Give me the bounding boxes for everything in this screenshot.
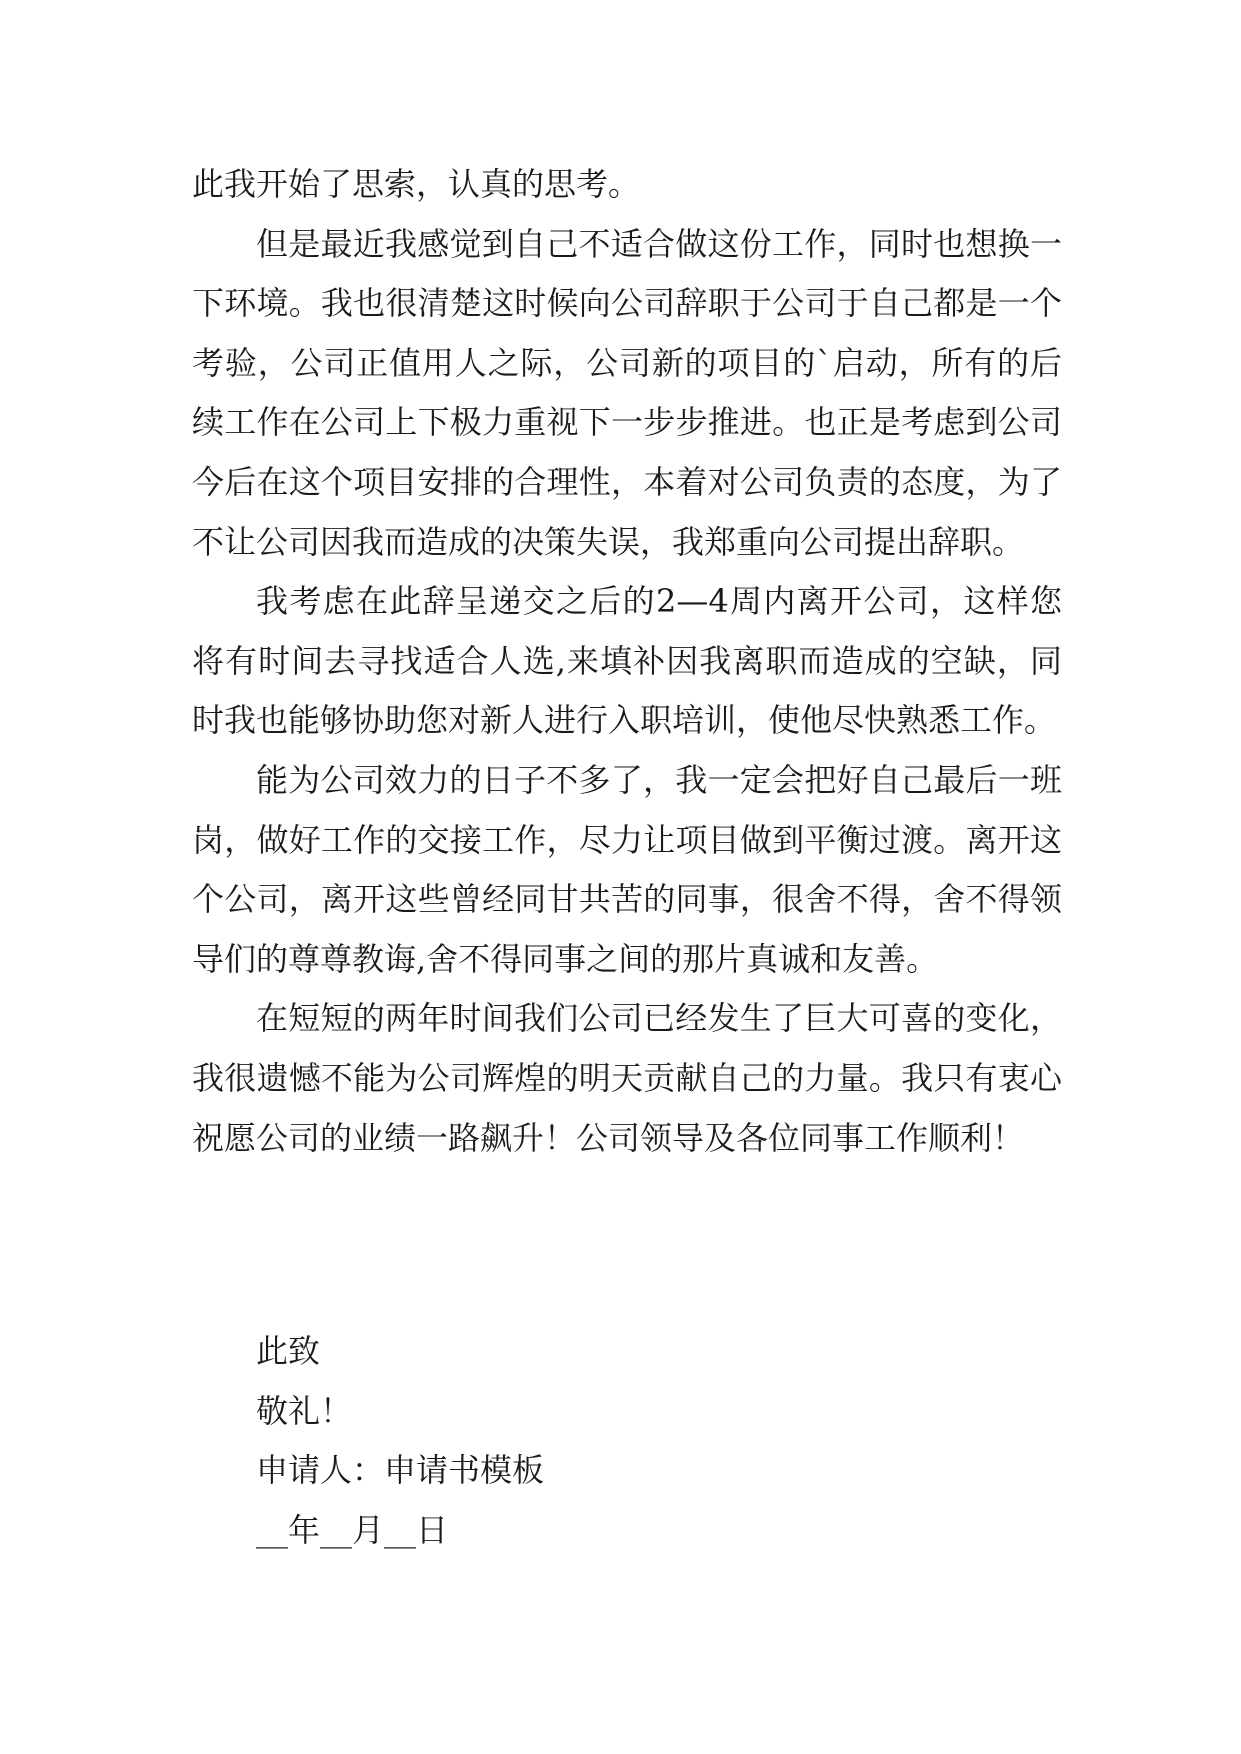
date-line: __年__月__日 [256,1510,449,1549]
letter-closing [256,1322,544,1560]
letter-body [192,155,1062,1168]
paragraph-continuation: 此我开始了思索，认真的思考。 [192,165,641,203]
closing-salutation: 此致 [256,1332,321,1370]
applicant-signature: 申请人：申请书模板 [256,1451,545,1490]
paragraph-resignation-reason: 但是最近我感觉到自己不适合做这份工作，同时也想换一下环境。我也很清楚这时候向公司辞职于公司于自己都是一个考验，公司正值用人之际，公司新的项目的`启动，所有的后续工作在公司上下极力重视下一步步推进。也正是考虑到公司今后在这个项目安排的合理性，本着对公司负责的态度，为了不让公司因我而造成的决策失误，我郑重向公司提出辞职。 [192,224,1062,561]
paragraph-handover: 能为公司效力的日子不多了，我一定会把好自己最后一班岗，做好工作的交接工作，尽力让项目做到平衡过渡。离开这个公司，离开这些曾经同甘共苦的同事，很舍不得，舍不得领导们的尊尊教诲,舍不得同事之间的那片真诚和友善。 [192,760,1062,978]
paragraph-departure-timeline: 我考虑在此辞呈递交之后的2—4周内离开公司，这样您将有时间去寻找适合人选,来填补因我离职而造成的空缺，同时我也能够协助您对新人进行入职培训，使他尽快熟悉工作。 [192,582,1062,740]
paragraph-well-wishes: 在短短的两年时间我们公司已经发生了巨大可喜的变化，我很遗憾不能为公司辉煌的明天贡献自己的力量。我只有衷心祝愿公司的业绩一路飙升！公司领导及各位同事工作顺利！ [192,999,1062,1157]
closing-regards: 敬礼！ [256,1391,353,1430]
